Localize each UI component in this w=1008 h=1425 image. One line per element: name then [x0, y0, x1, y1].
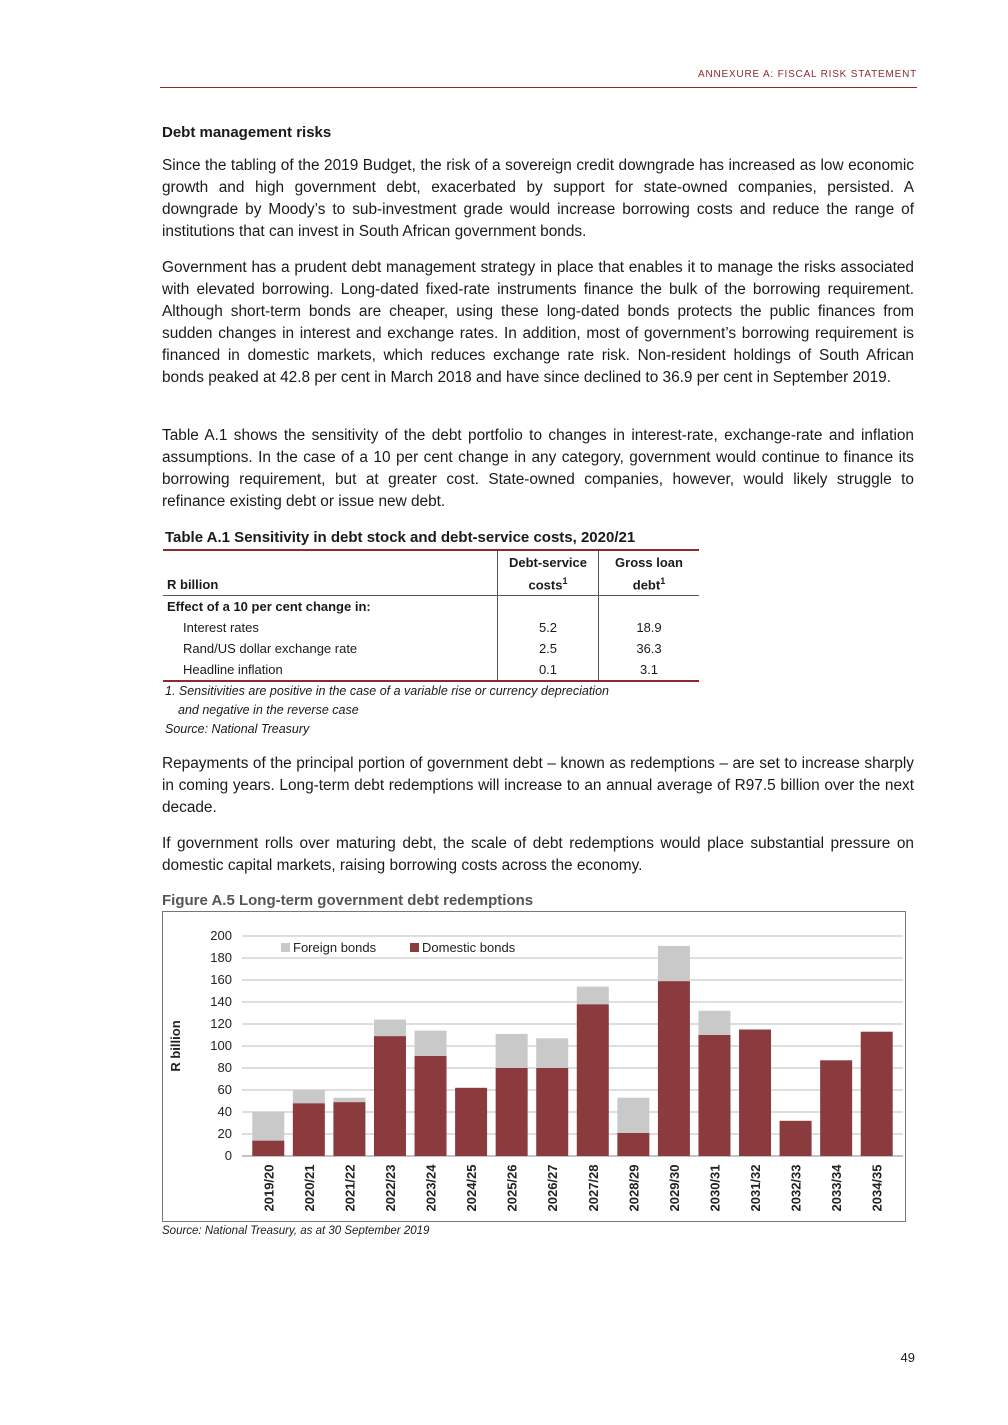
y-tick-label: 140 — [210, 994, 232, 1009]
x-tick-label: 2034/35 — [869, 1164, 885, 1212]
header-rule — [160, 87, 917, 88]
col-header-debt-service: Debt-service — [498, 551, 599, 573]
x-tick-label: 2023/24 — [423, 1164, 439, 1212]
table-row: Rand/US dollar exchange rate 2.5 36.3 — [163, 638, 699, 659]
bar-foreign-2029-30 — [658, 946, 690, 981]
bar-domestic-2026-27 — [536, 1068, 568, 1156]
x-tick-label: 2032/33 — [788, 1164, 804, 1212]
bar-domestic-2027-28 — [577, 1004, 609, 1156]
bar-domestic-2032-33 — [780, 1121, 812, 1156]
table-row: Interest rates 5.2 18.9 — [163, 617, 699, 638]
y-tick-label: 200 — [210, 928, 232, 943]
table-title: Table A.1 Sensitivity in debt stock and debt-service costs, 2020/21 — [165, 529, 636, 546]
col-header-gross-loan-2: debt$^1$ — [599, 573, 700, 596]
bar-domestic-2034-35 — [861, 1032, 893, 1156]
bar-foreign-2023-24 — [415, 1031, 447, 1056]
bar-domestic-2023-24 — [415, 1056, 447, 1156]
legend-swatch — [410, 943, 419, 952]
paragraph-downgrade-risk: Since the tabling of the 2019 Budget, the risk of a sovereign credit downgrade has increased as low economic growth and high government debt, exacerbated by support for state-owned companies, persisted. A downgrade by Moody’s to sub-investment grade would increase borrowing costs and reduce the range of institutions that can invest in South African government bonds. — [162, 157, 914, 240]
table-group-row — [163, 596, 699, 618]
x-tick-label: 2019/20 — [261, 1164, 277, 1212]
legend-label: Domestic bonds — [422, 940, 516, 955]
bar-domestic-2030-31 — [698, 1035, 730, 1156]
bar-foreign-2026-27 — [536, 1038, 568, 1068]
x-tick-label: 2025/26 — [504, 1164, 520, 1212]
x-tick-label: 2029/30 — [666, 1164, 682, 1212]
section-heading: Debt management risks — [162, 124, 332, 141]
y-tick-label: 20 — [217, 1126, 232, 1141]
table-row: Headline inflation 0.1 3.1 — [163, 659, 699, 681]
bar-foreign-2030-31 — [698, 1011, 730, 1035]
bar-domestic-2033-34 — [820, 1060, 852, 1156]
bar-domestic-2022-23 — [374, 1036, 406, 1156]
x-tick-label: 2020/21 — [301, 1164, 317, 1212]
y-axis-label: R billion — [168, 1020, 183, 1072]
y-tick-label: 60 — [217, 1082, 232, 1097]
bar-domestic-2020-21 — [293, 1103, 325, 1156]
col-header-gross-loan: Gross loan — [599, 551, 700, 573]
bar-foreign-2022-23 — [374, 1020, 406, 1037]
x-tick-label: 2024/25 — [464, 1164, 480, 1212]
bar-domestic-2021-22 — [333, 1102, 365, 1156]
x-tick-label: 2033/34 — [829, 1164, 845, 1212]
paragraph-rollover: If government rolls over maturing debt, the scale of debt redemptions would place substantial pressure on domestic capital markets, raising borrowing costs across the economy. — [162, 835, 914, 874]
y-tick-label: 160 — [210, 972, 232, 987]
bar-domestic-2025-26 — [496, 1068, 528, 1156]
bar-foreign-2028-29 — [617, 1098, 649, 1133]
table-source: Source: National Treasury — [165, 722, 310, 736]
redemptions-chart — [163, 912, 905, 1221]
col-header-debt-service-2: costs$^1$ — [498, 573, 599, 596]
figure-frame — [162, 911, 906, 1222]
bar-foreign-2025-26 — [496, 1034, 528, 1068]
sensitivity-table — [163, 551, 699, 682]
table-footnote-line-2: and negative in the reverse case — [178, 703, 359, 717]
table-footnote-line-1: 1. Sensitivities are positive in the case of a variable rise or currency depreciation — [165, 684, 609, 698]
bar-foreign-2027-28 — [577, 987, 609, 1005]
bar-domestic-2019-20 — [252, 1141, 284, 1156]
legend-swatch — [281, 943, 290, 952]
running-header: ANNEXURE A: FISCAL RISK STATEMENT — [697, 69, 917, 80]
bar-domestic-2031-32 — [739, 1030, 771, 1157]
paragraph-redemptions: Repayments of the principal portion of government debt – known as redemptions – are set to increase sharply in coming years. Long-term debt redemptions will increase to an annual average of R97.5 billion over the next decade. — [162, 755, 914, 816]
y-tick-label: 120 — [210, 1016, 232, 1031]
y-tick-label: 180 — [210, 950, 232, 965]
bar-foreign-2020-21 — [293, 1090, 325, 1103]
table-header-row-1 — [163, 551, 699, 573]
unit-label: R billion — [167, 576, 219, 592]
group-label: Effect of a 10 per cent change in: — [163, 596, 498, 618]
paragraph-debt-strategy: Government has a prudent debt management strategy in place that enables it to manage the risks associated with elevated borrowing. Long-dated fixed-rate instruments finance the bulk of the borrowing requirement. Although short-term bonds are cheaper, using these long-dated bonds protects the public finances from sudden changes in interest and exchange rates. In addition, most of government’s borrowing requirement is financed in domestic markets, which reduces exchange rate risk. Non-resident holdings of South African bonds peaked at 42.8 per cent in March 2018 and have since declined to 36.9 per cent in September 2019. — [162, 259, 914, 386]
x-tick-label: 2021/22 — [342, 1164, 358, 1212]
y-tick-label: 80 — [217, 1060, 232, 1075]
x-tick-label: 2030/31 — [707, 1164, 723, 1212]
x-tick-label: 2028/29 — [626, 1164, 642, 1212]
figure-title: Figure A.5 Long-term government debt redemptions — [162, 892, 534, 909]
bar-domestic-2024-25 — [455, 1088, 487, 1156]
bar-foreign-2021-22 — [333, 1098, 365, 1102]
bar-domestic-2028-29 — [617, 1133, 649, 1156]
y-tick-label: 100 — [210, 1038, 232, 1053]
y-tick-label: 0 — [224, 1148, 232, 1163]
x-tick-label: 2022/23 — [382, 1164, 398, 1212]
y-tick-label: 40 — [217, 1104, 232, 1119]
legend-label: Foreign bonds — [293, 940, 377, 955]
page-number: 49 — [900, 1350, 915, 1365]
x-tick-label: 2031/32 — [748, 1164, 764, 1212]
figure-source: Source: National Treasury, as at 30 September 2019 — [162, 1225, 430, 1237]
paragraph-table-intro: Table A.1 shows the sensitivity of the debt portfolio to changes in interest-rate, exchange-rate and inflation assumptions. In the case of a 10 per cent change in any category, government would continue to finance its borrowing requirement, but at greater cost. State-owned companies, however, would likely struggle to refinance existing debt or issue new debt. — [162, 427, 914, 510]
x-tick-label: 2026/27 — [545, 1164, 561, 1212]
bar-foreign-2019-20 — [252, 1112, 284, 1141]
x-tick-label: 2027/28 — [585, 1164, 601, 1212]
table-header-row-2 — [163, 573, 699, 596]
bar-domestic-2029-30 — [658, 981, 690, 1156]
